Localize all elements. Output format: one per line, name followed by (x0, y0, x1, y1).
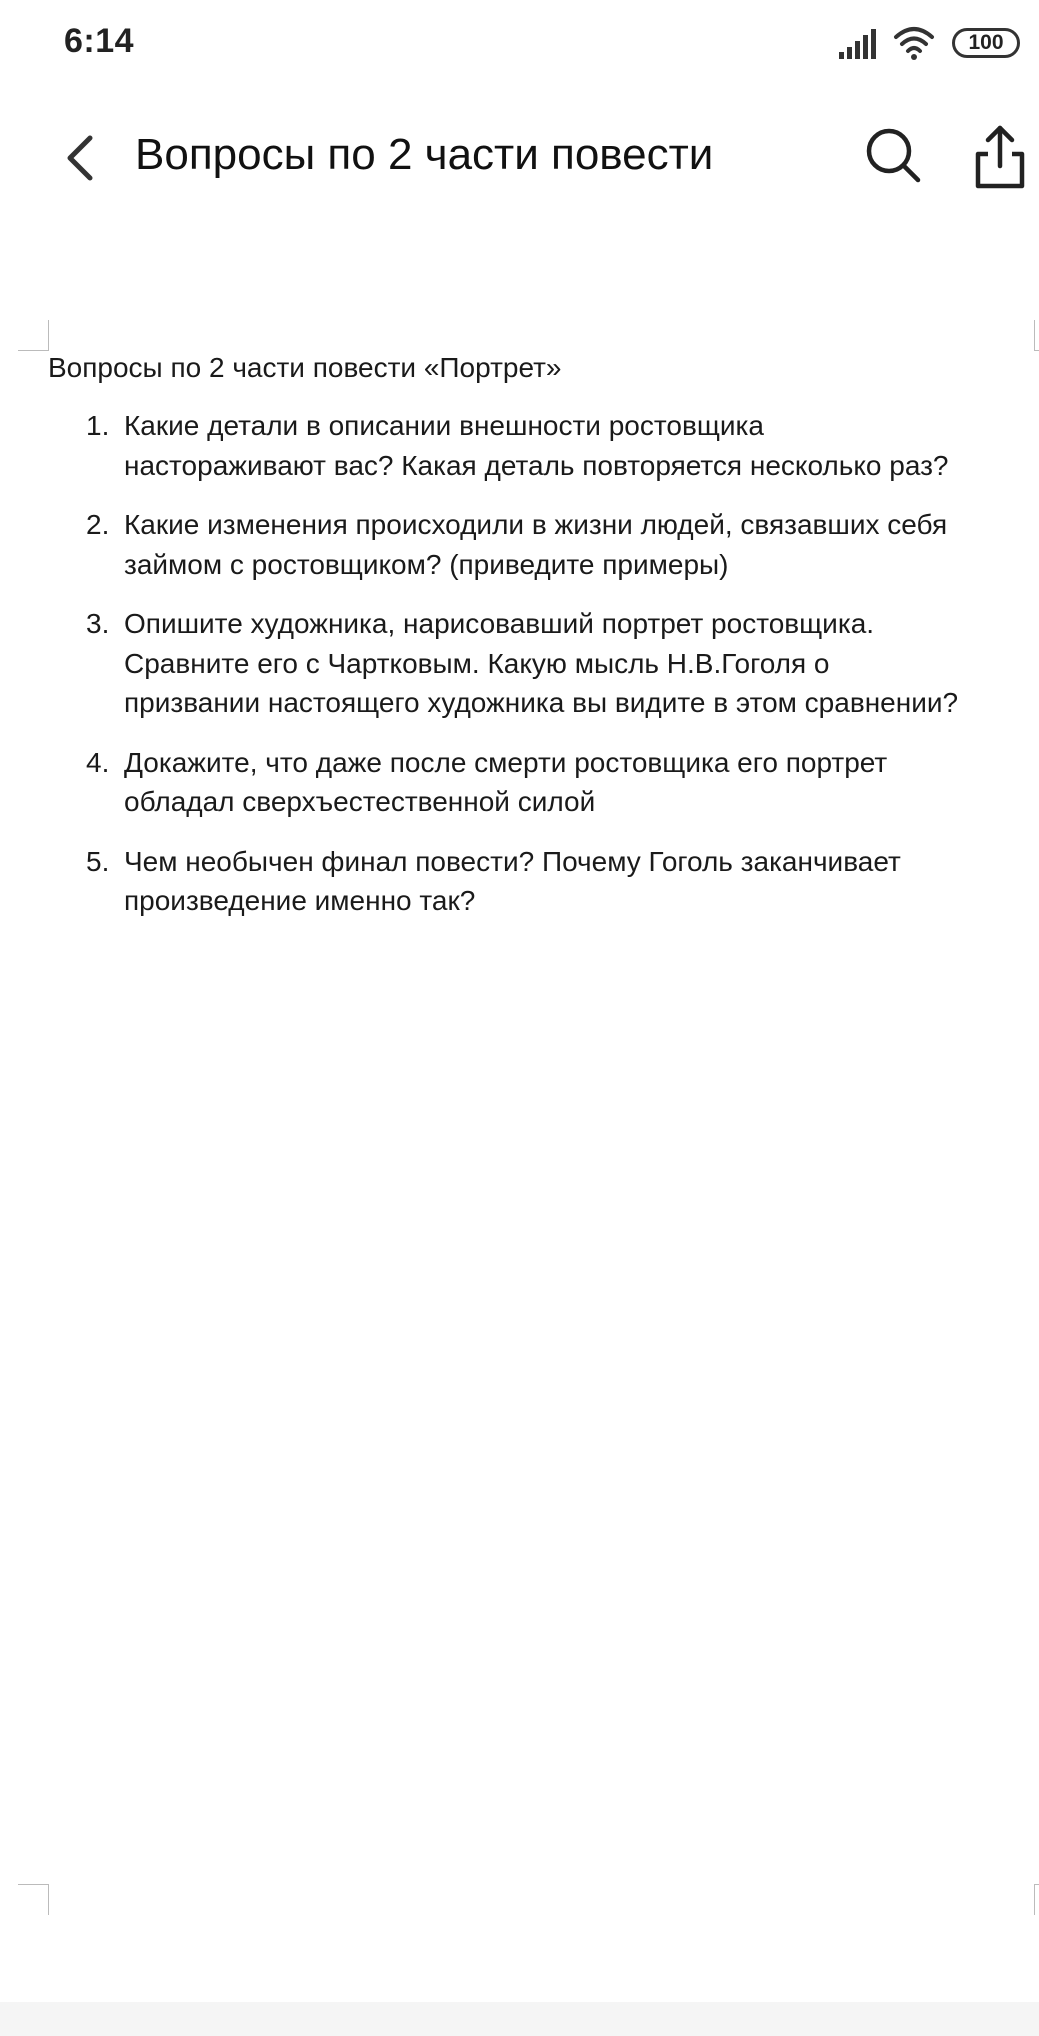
question-text: Опишите художника, нарисовавший портрет ростовщика. Сравните его с Чартковым. Какую мысль Н.В.Гоголя о призвании настоящего художника вы видите в этом сравнении? (124, 608, 959, 718)
page-corner-mark (18, 320, 49, 351)
document-page[interactable] (0, 300, 1039, 2000)
status-time: 6:14 (64, 22, 135, 60)
list-item (48, 604, 1033, 723)
share-button[interactable] (972, 122, 1028, 190)
list-item (48, 743, 1033, 822)
battery-indicator: 100 (952, 28, 1020, 58)
search-icon (869, 131, 918, 180)
question-number: 4. (86, 746, 110, 778)
page-corner-mark (1034, 1884, 1039, 1915)
app-bar (0, 100, 1039, 220)
document-heading: Вопросы по 2 части повести «Портрет» (48, 352, 562, 383)
page-title: Вопросы по 2 части повести (135, 130, 714, 179)
page-corner-mark (1034, 320, 1039, 351)
back-button[interactable] (56, 128, 106, 188)
list-item (48, 842, 1033, 921)
question-text: Докажите, что даже после смерти ростовщика его портрет обладал сверхъестественной силой (124, 746, 888, 817)
question-list (48, 406, 1033, 941)
question-number: 2. (86, 509, 110, 540)
status-bar (0, 0, 1039, 90)
question-text: Чем необычен финал повести? Почему Гоголь заканчивает произведение именно так? (124, 845, 901, 916)
list-item (48, 505, 1033, 584)
share-icon (978, 128, 1022, 186)
page-corner-mark (18, 1884, 49, 1915)
signal-bars-icon (838, 28, 878, 60)
question-text: Какие детали в описании внешности ростовщика настораживают вас? Какая деталь повторяется несколько раз? (124, 410, 949, 481)
question-number: 5. (86, 845, 110, 877)
question-number: 3. (86, 608, 110, 639)
question-text: Какие изменения происходили в жизни людей, связавших себя займом с ростовщиком? (приведите примеры) (124, 509, 948, 580)
wifi-icon (893, 25, 935, 61)
search-button[interactable] (862, 124, 924, 186)
list-item (48, 406, 1033, 485)
bottom-bar (0, 2002, 1039, 2036)
question-number: 1. (86, 410, 110, 441)
chevron-left-icon (70, 138, 90, 178)
